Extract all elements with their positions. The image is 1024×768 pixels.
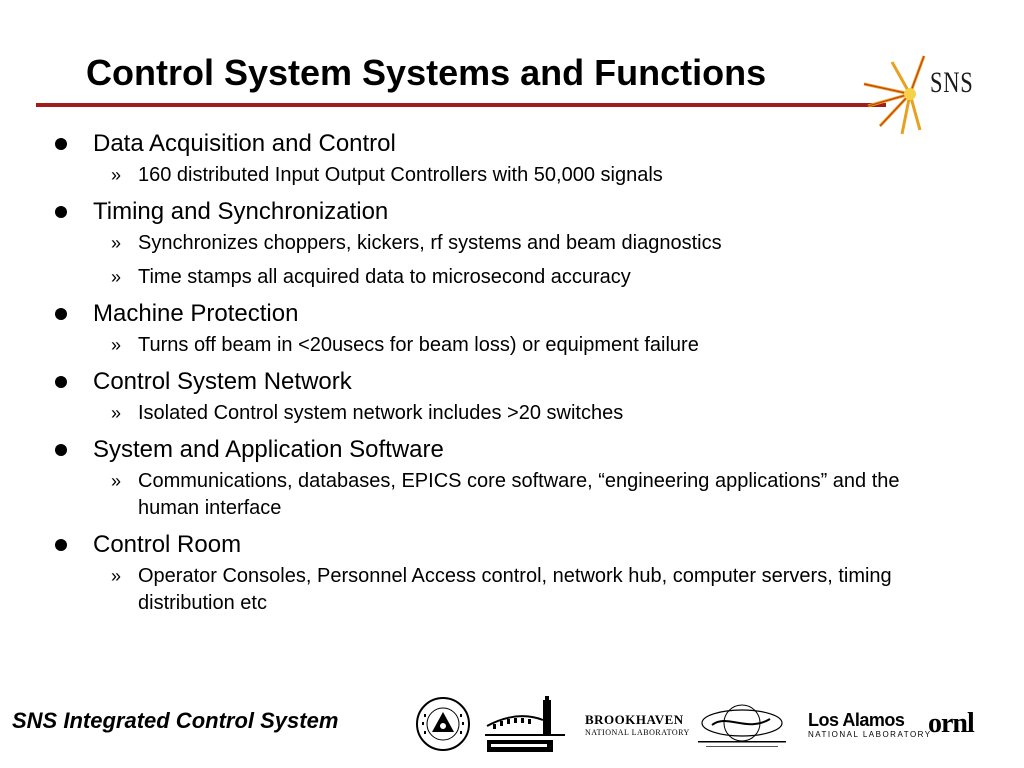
bullet-text: Machine Protection [93,300,299,327]
sub-item [93,400,1024,427]
sub-marker: » [111,233,122,253]
sub-marker: » [111,267,122,287]
brookhaven-logo [585,712,690,742]
bullet-text: Timing and Synchronization [93,198,389,225]
bullet-text: Control Room [93,531,242,558]
los-alamos-name: Los Alamos [808,710,905,730]
los-alamos-logo [808,710,932,742]
bullet-dot-icon [55,444,67,456]
sub-text: Operator Consoles, Personnel Access control, network hub, computer servers, timing distribution etc [138,565,892,614]
sub-list [93,468,1024,522]
sub-text: Time stamps all acquired data to microsecond accuracy [138,266,631,288]
bullet-dot-icon [55,206,67,218]
title-divider [36,103,886,107]
sub-item [93,468,1024,522]
bullet-item [0,529,1024,617]
sub-item [93,563,1024,617]
bullet-item [0,434,1024,522]
sub-item [93,332,1024,359]
bullet-dot-icon [55,376,67,388]
sub-text: Isolated Control system network includes >20 switches [138,402,624,424]
argonne-seal-logo-icon [416,696,470,752]
brookhaven-name: BROOKHAVEN [585,712,684,727]
ornl-logo: ornl [928,708,974,739]
los-alamos-subtitle: NATIONAL LABORATORY [808,730,932,739]
sub-marker: » [111,165,122,185]
footer-title: SNS Integrated Control System [12,708,339,733]
bullet-item [0,298,1024,359]
sub-list [93,563,1024,617]
bullet-text: System and Application Software [93,436,444,463]
bullet-dot-icon [55,308,67,320]
bullet-dot-icon [55,138,67,150]
bullet-item [0,366,1024,427]
brookhaven-subtitle: NATIONAL LABORATORY [585,728,690,737]
sub-text: Turns off beam in <20usecs for beam loss) or equipment failure [138,334,699,356]
sub-item [93,230,1024,257]
slide-title: Control System Systems and Functions [86,52,767,93]
jefferson-lab-logo-icon [692,703,792,751]
bullet-item [0,196,1024,291]
sub-marker: » [111,566,122,586]
sub-marker: » [111,335,122,355]
sub-list [93,332,1024,359]
sub-text: Synchronizes choppers, kickers, rf systems and beam diagnostics [138,232,722,254]
sub-text: Communications, databases, EPICS core software, “engineering applications” and the human interface [138,470,900,519]
bullet-text: Data Acquisition and Control [93,130,396,157]
bullet-dot-icon [55,539,67,551]
bullet-item [0,128,1024,189]
bullet-list [0,128,1024,624]
sub-list [93,162,1024,189]
sub-marker: » [111,403,122,423]
sns-logo-text: SNS [930,66,974,99]
berkeley-lab-logo-icon [483,696,567,754]
sub-list [93,400,1024,427]
sub-marker: » [111,471,122,491]
sub-text: 160 distributed Input Output Controllers with 50,000 signals [138,164,663,186]
bullet-text: Control System Network [93,368,352,395]
sub-item [93,264,1024,291]
sub-item [93,162,1024,189]
sub-list [93,230,1024,291]
